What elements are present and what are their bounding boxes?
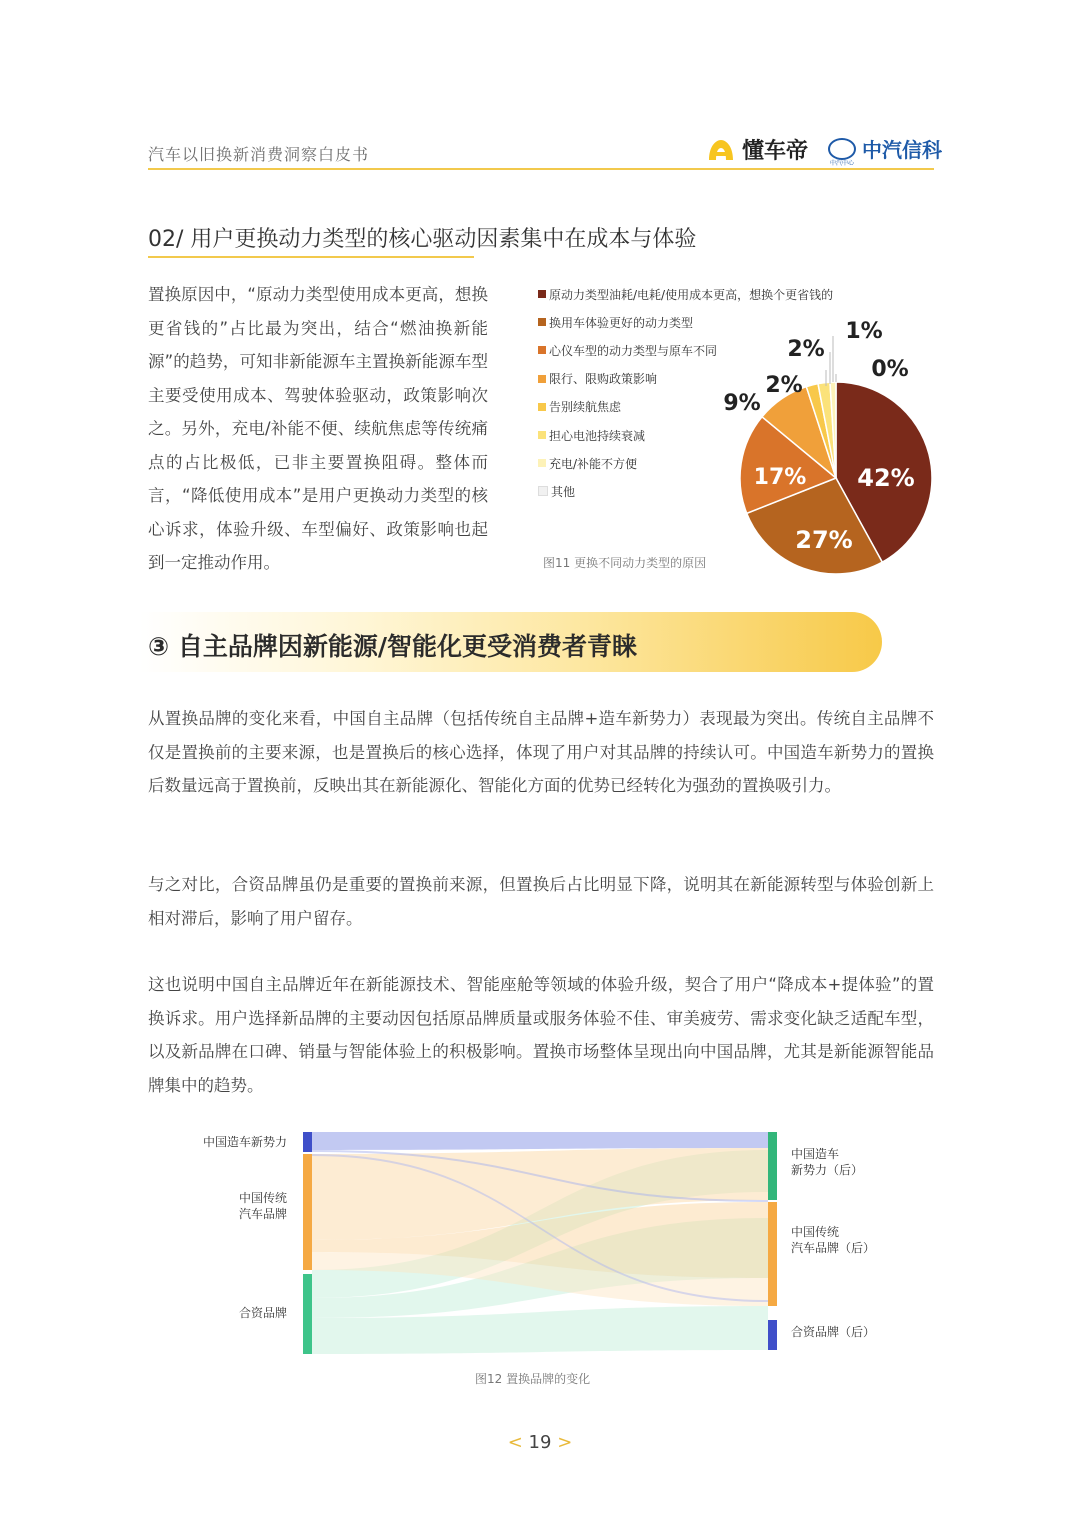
pie-data-label: 9% — [723, 391, 761, 416]
document-title: 汽车以旧换新消费洞察白皮书 — [148, 145, 370, 164]
legend-label: 担心电池持续衰减 — [549, 428, 646, 443]
section-3-paragraph-2: 与之对比，合资品牌虽仍是重要的置换前来源，但置换后占比明显下降，说明其在新能源转型与体验创新上相对滞后，影响了用户留存。 — [148, 875, 934, 928]
sankey-node-source — [303, 1154, 312, 1270]
legend-label: 心仪车型的动力类型与原车不同 — [549, 343, 718, 358]
sankey-source-label: 合资品牌 — [238, 1306, 287, 1320]
pie-chart — [700, 300, 940, 580]
section-02-paragraph: 置换原因中，“原动力类型使用成本更高，想换更省钱的”占比最为突出，结合“燃油换新能源”的趋势，可知非新能源车主置换新能源车型主要受使用成本、驾驶体验驱动，政策影响次之。另外，充电/补能不便、续航焦虑等传统痛点的占比极低，已非主要置换阻碍。整体而言，“降低使用成本”是用户更换动力类型的核心诉求，体验升级、车型偏好、政策影响也起到一定推动作用。 — [148, 285, 488, 572]
sankey-node-target — [768, 1320, 777, 1350]
header-divider — [148, 168, 934, 170]
legend-swatch — [538, 346, 546, 354]
section-02-underline — [148, 256, 474, 258]
sankey-source-label: 汽车品牌 — [238, 1207, 287, 1221]
sankey-node-source — [303, 1132, 312, 1152]
figure-11-caption: 图11 更换不同动力类型的原因 — [543, 555, 707, 570]
sankey-target-label: 新势力（后） — [791, 1163, 864, 1177]
sankey-node-source — [303, 1274, 312, 1354]
section-3-paragraph-1: 从置换品牌的变化来看，中国自主品牌（包括传统自主品牌+造车新势力）表现最为突出。传统自主品牌不仅是置换前的主要来源，也是置换后的核心选择，体现了用户对其品牌的持续认可。中国造车新势力的置换后数量远高于置换前，反映出其在新能源化、智能化方面的优势已经转化为强劲的置换吸引力。 — [148, 709, 934, 795]
sankey-flow — [312, 1132, 768, 1150]
legend-swatch — [538, 431, 546, 439]
pie-data-label: 27% — [795, 526, 853, 554]
legend-label: 告别续航焦虑 — [549, 400, 622, 415]
dongchedi-logo — [706, 134, 808, 165]
pie-data-label: 2% — [765, 373, 803, 398]
page-number — [0, 1432, 1080, 1453]
sankey-target-label: 中国传统 — [791, 1225, 840, 1239]
sankey-node-target — [768, 1202, 777, 1306]
section-3-paragraph-3: 这也说明中国自主品牌近年在新能源技术、智能座舱等领域的体验升级，契合了用户“降成本+提体验”的置换诉求。用户选择新品牌的主要动因包括原品牌质量或服务体验不佳、审美疲劳、需求变化缺乏适配车型，以及新品牌在口碑、销量与智能体验上的积极影响。置换市场整体呈现出向中国品牌，尤其是新能源智能品牌集中的趋势。 — [148, 975, 934, 1095]
sankey-target-label: 合资品牌（后） — [791, 1325, 876, 1339]
legend-label: 其他 — [551, 484, 576, 499]
figure-12-caption: 图12 置换品牌的变化 — [475, 1372, 591, 1386]
legend-label: 原动力类型油耗/电耗/使用成本更高，想换个更省钱的 — [549, 287, 834, 302]
legend-swatch — [538, 375, 546, 383]
sankey-source-label: 中国造车新势力 — [202, 1135, 287, 1149]
pie-data-label: 17% — [753, 465, 807, 490]
catarc-logo — [828, 134, 942, 167]
pie-data-label: 0% — [871, 357, 909, 382]
legend-swatch — [538, 459, 546, 467]
page-number-value: 19 — [528, 1432, 552, 1453]
legend-swatch — [538, 486, 548, 496]
sankey-target-label: 中国造车 — [791, 1147, 840, 1161]
sankey-chart — [190, 1120, 890, 1395]
catarc-badge-icon — [828, 138, 856, 167]
page-prev-angle: < — [507, 1432, 523, 1453]
section-02-title: 02/ 用户更换动力类型的核心驱动因素集中在成本与体验 — [148, 227, 697, 252]
catarc-small-text: 中汽中心 — [830, 159, 855, 167]
legend-swatch — [538, 290, 546, 298]
dongchedi-logo-icon — [706, 138, 736, 162]
pie-data-label: 42% — [857, 464, 915, 492]
sankey-node-target — [768, 1132, 777, 1200]
sankey-target-label: 汽车品牌（后） — [791, 1241, 876, 1255]
legend-swatch — [538, 318, 546, 326]
page-next-angle: > — [557, 1432, 573, 1453]
dongchedi-logo-text: 懂车帝 — [742, 139, 809, 164]
section-3-title: ③ 自主品牌因新能源/智能化更受消费者青睐 — [148, 632, 638, 661]
legend-label: 限行、限购政策影响 — [549, 372, 658, 387]
pie-data-label: 2% — [787, 337, 825, 362]
pie-data-label: 1% — [845, 319, 883, 344]
sankey-source-label: 中国传统 — [238, 1191, 287, 1205]
legend-label: 换用车体验更好的动力类型 — [549, 315, 694, 330]
legend-label: 充电/补能不方便 — [549, 456, 638, 471]
legend-swatch — [538, 403, 546, 411]
catarc-logo-text: 中汽信科 — [862, 138, 942, 162]
